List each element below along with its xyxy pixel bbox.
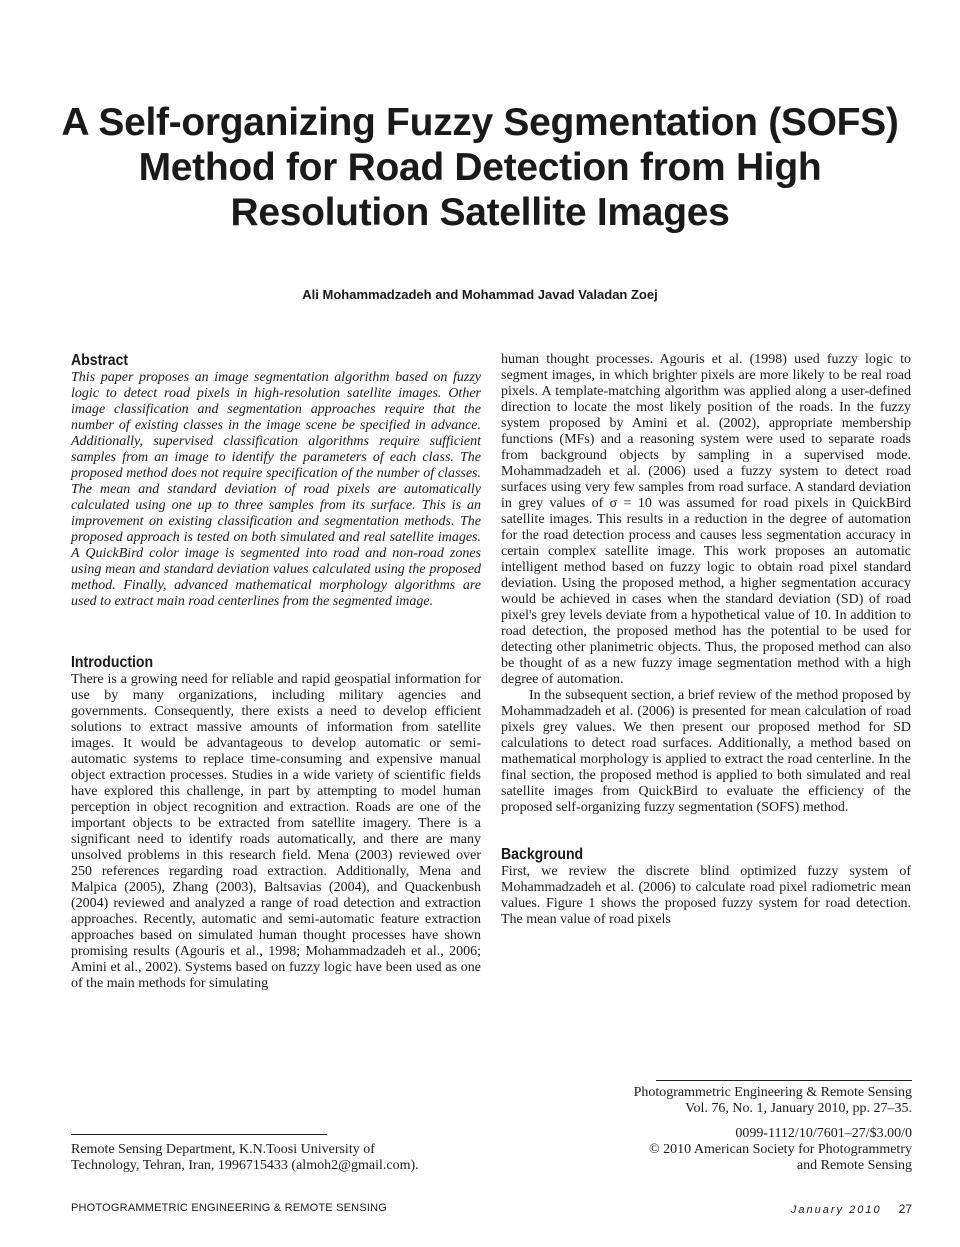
journal-divider	[656, 1080, 912, 1081]
background-text: First, we review the discrete blind optimized fuzzy system of Mohammadzadeh et al. (2006) to calculate road pixel radiometric mean values. Figure 1 shows the proposed fuzzy system for road detection. The mean value of road pixels	[501, 864, 911, 927]
journal-volume: Vol. 76, No. 1, January 2010, pp. 27–35.	[685, 1101, 912, 1116]
title-line-3: Resolution Satellite Images	[230, 191, 730, 234]
right-column	[501, 352, 911, 928]
introduction-heading: Introduction	[71, 654, 154, 671]
author-affiliation	[71, 1142, 491, 1174]
title-line-2: Method for Road Detection from High	[138, 146, 822, 189]
affiliation-divider	[71, 1134, 327, 1135]
background-heading: Background	[501, 846, 584, 863]
running-footer-right	[791, 1202, 912, 1216]
affiliation-line-1: Remote Sensing Department, K.N.Toosi University of	[71, 1142, 375, 1157]
abstract-heading: Abstract	[71, 352, 129, 369]
journal-info	[560, 1085, 912, 1117]
right-paragraph-2: In the subsequent section, a brief review of the method proposed by Mohammadzadeh et al. (2006) is presented for mean calculation of road pixels grey values. We then present our proposed method for SD calculations to detect road surfaces. Additionally, a method based on mathematical morphology is applied to extract the road centerline. In the final section, the proposed method is applied to both simulated and real satellite images from QuickBird to evaluate the efficiency of the proposed self-organizing fuzzy segmentation (SOFS) method.	[501, 688, 911, 815]
authors: Ali Mohammadzadeh and Mohammad Javad Valadan Zoej	[302, 287, 658, 302]
copyright-society: and Remote Sensing	[796, 1158, 912, 1173]
issn-code: 0099-1112/10/7601–27/$3.00/0	[735, 1126, 912, 1141]
copyright-info	[560, 1126, 912, 1174]
right-paragraph-1: human thought processes. Agouris et al. (1998) used fuzzy logic to segment images, in which brighter pixels are more likely to be real road pixels. A template-matching algorithm was applied along a user-defined direction to locate the most likely position of the roads. In the fuzzy system proposed by Amini et al. (2002), appropriate membership functions (MFs) and a reasoning system were used to separate roads from background objects by sampling in a supervised mode. Mohammadzadeh et al. (2006) used a fuzzy system to detect road surfaces using very few samples from road surface. A standard deviation in grey values of σ = 10 was assumed for road pixels in QuickBird satellite images. This results in a reduction in the degree of automation for the road detection process and causes less segmentation accuracy in certain complex satellite image. This work proposes an automatic intelligent method based on fuzzy logic to obtain road pixel standard deviation. Using the proposed method, a higher segmentation accuracy would be achieved in cases when the standard deviation (SD) of road pixel's grey levels deviate from a hypothetical value of 10. In addition to road detection, the proposed method has the potential to be used for detecting other planimetric objects. Thus, the proposed method can also be thought of as a new fuzzy image segmentation method with a high degree of automation.	[501, 352, 911, 687]
introduction-section	[71, 654, 481, 992]
copyright-line: © 2010 American Society for Photogrammetry	[649, 1142, 912, 1157]
title-line-1: A Self-organizing Fuzzy Segmentation (SOFS)	[61, 101, 899, 144]
background-section	[501, 846, 911, 928]
left-column	[71, 352, 481, 992]
affiliation-line-2: Technology, Tehran, Iran, 1996715433 (almoh2@gmail.com).	[71, 1158, 419, 1173]
paper-title	[60, 100, 900, 235]
journal-name: Photogrammetric Engineering & Remote Sensing	[633, 1085, 912, 1100]
introduction-text: There is a growing need for reliable and rapid geospatial information for use by many organizations, including military agencies and governments. Consequently, there exists a need to develop efficient solutions to extract massive amounts of information from satellite images. It would be advantageous to develop automatic or semi-automatic systems to replace time-consuming and expensive manual object extraction processes. Studies in a wide variety of scientific fields have explored this challenge, in part by attempting to model human perception in object recognition and extraction. Roads are one of the important objects to be extracted from satellite imagery. There is a significant need to identify roads automatically, and there are many unsolved problems in this research field. Mena (2003) reviewed over 250 references regarding road extraction. Additionally, Mena and Malpica (2005), Zhang (2003), Baltsavias (2004), and Quackenbush (2004) reviewed and analyzed a range of road detection and extraction approaches. Recently, automatic and semi-automatic feature extraction approaches based on simulated human thought processes have shown promising results (Agouris et al., 1998; Mohammadzadeh et al., 2006; Amini et al., 2002). Systems based on fuzzy logic have been used as one of the main methods for simulating	[71, 672, 481, 991]
footer-date: January 2010	[790, 1204, 882, 1216]
page-number: 27	[898, 1202, 912, 1216]
abstract-section	[71, 352, 481, 610]
abstract-text: This paper proposes an image segmentation algorithm based on fuzzy logic to detect road pixels in high-resolution satellite images. Other image classification and segmentation approaches require that the number of existing classes in the image scene be specified in advance. Additionally, supervised classification algorithms require sufficient samples from an image to identify the parameters of each class. The proposed method does not require specification of the number of classes. The mean and standard deviation of road pixels are automatically calculated using one up to three samples from its surface. This is an improvement on existing classification and segmentation methods. The proposed approach is tested on both simulated and real satellite images. A QuickBird color image is segmented into road and non-road zones using mean and standard deviation values calculated using the proposed method. Finally, advanced mathematical morphology algorithms are used to extract main road centerlines from the segmented image.	[71, 370, 481, 609]
running-footer-journal: PHOTOGRAMMETRIC ENGINEERING & REMOTE SENSING	[71, 1202, 388, 1214]
